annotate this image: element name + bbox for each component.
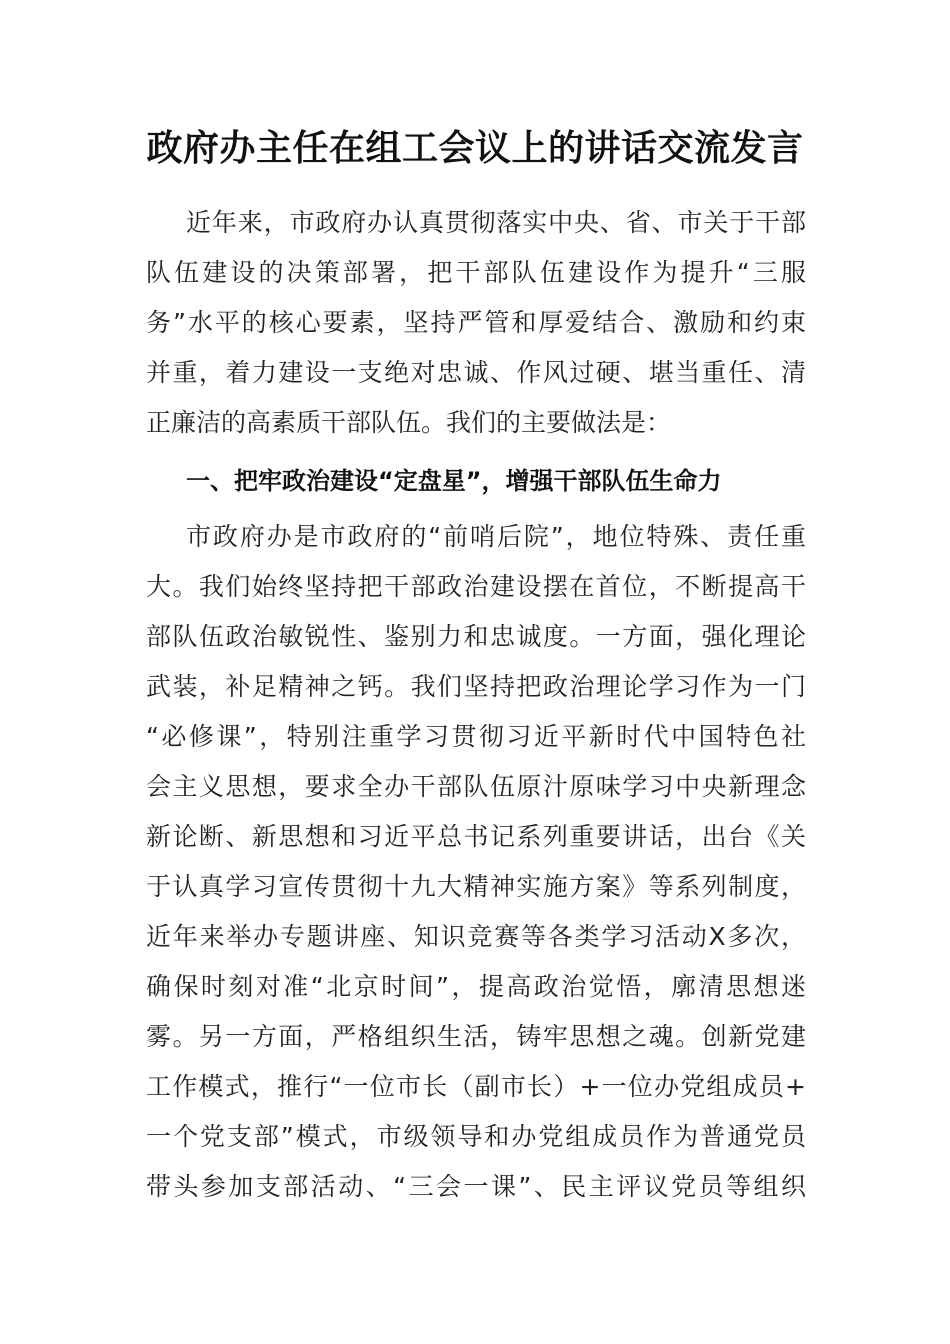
document-title: 政府办主任在组工会议上的讲话交流发言 xyxy=(146,127,804,169)
paragraph-2-line: 近年来举办专题讲座、知识竞赛等各类学习活动X多次， xyxy=(146,922,806,951)
paragraph-1-line: 队伍建设的决策部署，把干部队伍建设作为提升“三服 xyxy=(146,258,806,287)
paragraph-2-line: 新论断、新思想和习近平总书记系列重要讲话，出台《关 xyxy=(146,822,806,851)
paragraph-2-line: 雾。另一方面，严格组织生活，铸牢思想之魂。创新党建 xyxy=(146,1022,806,1051)
paragraph-2-line: 部队伍政治敏锐性、鉴别力和忠诚度。一方面，强化理论 xyxy=(146,622,806,651)
paragraph-2-line: 大。我们始终坚持把干部政治建设摆在首位，不断提高干 xyxy=(146,572,806,601)
paragraph-2-line: 市政府办是市政府的“前哨后院”，地位特殊、责任重 xyxy=(186,522,806,551)
section-heading-1: 一、把牢政治建设“定盘星”，增强干部队伍生命力 xyxy=(186,467,722,495)
paragraph-2-line: 会主义思想，要求全办干部队伍原汁原味学习中央新理念 xyxy=(146,772,806,801)
paragraph-1-line: 近年来，市政府办认真贯彻落实中央、省、市关于干部 xyxy=(186,208,806,237)
paragraph-1-line: 正廉洁的高素质干部队伍。我们的主要做法是： xyxy=(146,408,672,437)
paragraph-2-line: 带头参加支部活动、“三会一课”、民主评议党员等组织 xyxy=(146,1172,806,1201)
paragraph-2-line: 武装，补足精神之钙。我们坚持把政治理论学习作为一门 xyxy=(146,672,806,701)
paragraph-2-line: 一个党支部”模式，市级领导和办党组成员作为普通党员 xyxy=(146,1122,806,1151)
paragraph-1-line: 并重，着力建设一支绝对忠诚、作风过硬、堪当重任、清 xyxy=(146,358,806,387)
paragraph-2-line: 于认真学习宣传贯彻十九大精神实施方案》等系列制度， xyxy=(146,872,806,901)
paragraph-2-line: “必修课”，特别注重学习贯彻习近平新时代中国特色社 xyxy=(146,722,806,751)
paragraph-1-line: 务”水平的核心要素，坚持严管和厚爱结合、激励和约束 xyxy=(146,308,806,337)
paragraph-2-line: 确保时刻对准“北京时间”，提高政治觉悟，廓清思想迷 xyxy=(146,972,806,1001)
paragraph-2-line: 工作模式，推行“一位市长（副市长）+一位办党组成员+ xyxy=(146,1072,806,1101)
